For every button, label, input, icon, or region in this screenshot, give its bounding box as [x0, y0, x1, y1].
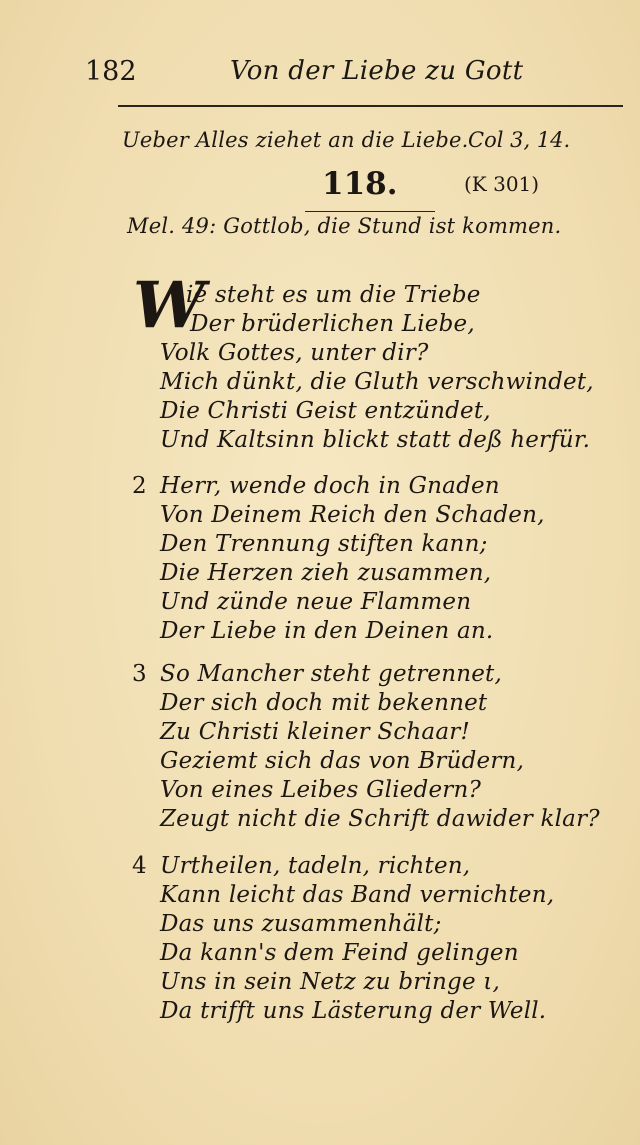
stanza-1-line-6: Und Kaltsinn blickt statt deß herfür.: [160, 427, 591, 453]
stanza-3-line-3: Zu Christi kleiner Schaar!: [160, 719, 470, 745]
stanza-4-line-3: Das uns zusammenhält;: [160, 911, 442, 937]
stanza-2-line-5: Und zünde neue Flammen: [160, 589, 472, 615]
stanza-2-line-4: Die Herzen zieh zusammen,: [160, 560, 492, 586]
stanza-3-number: 3: [132, 661, 147, 687]
stanza-2-line-1: Herr, wende doch in Gnaden: [160, 473, 500, 499]
hymn-number-rule: [305, 211, 435, 212]
stanza-2-line-6: Der Liebe in den Deinen an.: [160, 618, 494, 644]
stanza-3-line-2: Der sich doch mit bekennet: [160, 690, 488, 716]
motto-text: Ueber Alles ziehet an die Liebe.: [122, 128, 469, 152]
stanza-1-line-5: Die Christi Geist entzündet,: [160, 398, 491, 424]
stanza-4-line-5: Uns in sein Netz zu bringe ι,: [160, 969, 500, 995]
stanza-3-line-4: Geziemt sich das von Brüdern,: [160, 748, 525, 774]
stanza-1-line-4: Mich dünkt, die Gluth verschwindet,: [160, 369, 594, 395]
stanza-2-number: 2: [132, 473, 147, 499]
stanza-4-line-4: Da kann's dem Feind gelingen: [160, 940, 519, 966]
stanza-3-line-1: So Mancher steht getrennet,: [160, 661, 502, 687]
stanza-2-line-3: Den Trennung stiften kann;: [160, 531, 488, 557]
hymn-cross-reference: (K 301): [464, 172, 540, 196]
page-number: 182: [85, 56, 137, 87]
stanza-4-line-6: Da trifft uns Lästerung der Well.: [160, 998, 547, 1024]
header-rule: [118, 105, 623, 107]
drop-cap: W: [133, 268, 205, 343]
stanza-4-number: 4: [132, 853, 147, 879]
stanza-1-line-1: ie steht es um die Triebe: [186, 282, 481, 308]
running-head: Von der Liebe zu Gott: [230, 56, 524, 86]
stanza-4-line-1: Urtheilen, tadeln, richten,: [160, 853, 471, 879]
motto-reference: Col 3, 14.: [468, 128, 571, 152]
melody-line: Mel. 49: Gottlob, die Stund ist kommen.: [127, 214, 562, 238]
stanza-2-line-2: Von Deinem Reich den Schaden,: [160, 502, 545, 528]
stanza-3-line-5: Von eines Leibes Gliedern?: [160, 777, 482, 803]
stanza-4-line-2: Kann leicht das Band vernichten,: [160, 882, 555, 908]
stanza-1-line-3: Volk Gottes, unter dir?: [160, 340, 429, 366]
hymn-number: 118.: [322, 166, 398, 202]
stanza-1-line-2: Der brüderlichen Liebe,: [190, 311, 475, 337]
stanza-3-line-6: Zeugt nicht die Schrift dawider klar?: [160, 806, 600, 832]
